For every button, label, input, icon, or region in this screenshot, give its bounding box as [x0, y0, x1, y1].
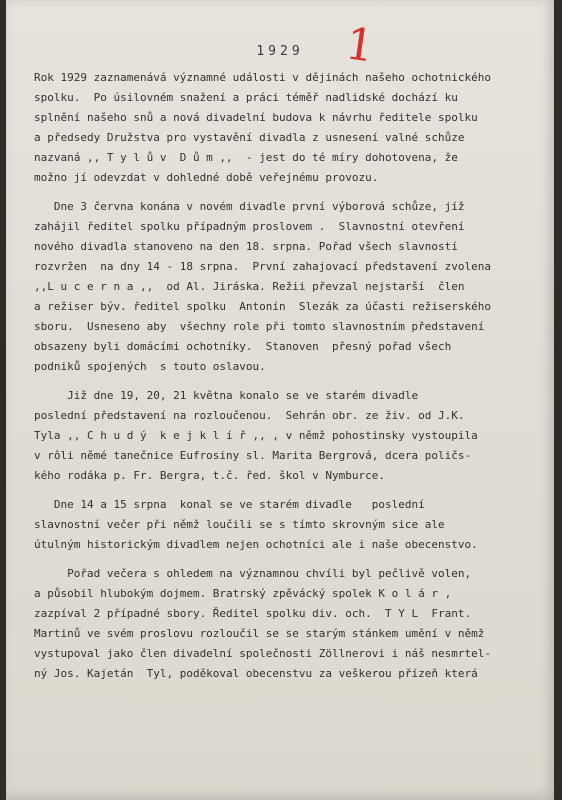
year-heading: 1929: [256, 44, 304, 59]
chronicle-text: [34, 68, 544, 693]
document-page: [6, 0, 554, 800]
paragraph: Rok 1929 zaznamenává významné události v dějinách našeho ochotnického spolku. Po úsilovném snažení a práci téměř nadlidské dochází ku splnění našeho snů a nová divadelní budova k návrhu ředitele spolku a předsedy Družstva pro vystavění divadla z usnesení valné schůze nazvaná ,, T y l ů v D ů m ,, - jest do té míry dohotovena, že možno jí odevzdat v dohledné době veřejnému provozu.: [34, 71, 491, 184]
paragraph: Dne 14 a 15 srpna konal se ve starém divadle poslední slavnostní večer při němž loučili se s tímto skrovným sice ale útulným historickým divadlem nejen ochotníci ale i naše obecenstvo.: [34, 498, 478, 551]
paragraph: Pořad večera s ohledem na významnou chvíli byl pečlivě volen, a působil hlubokým dojmem. Bratrský zpěvácký spolek K o l á r , zazpíval 2 případné sbory. Ředitel spolku div. och. T Y L Frant. Martinů ve svém proslovu rozloučil se se starým stánkem umění v němž vystupoval jako člen divadelní společnosti Zöllnerovi i náš nesmrtel- ný Jos. Kajetán Tyl, poděkoval obecenstvu za veškerou přízeň která: [34, 567, 491, 680]
paragraph: Dne 3 června konána v novém divadle první výborová schůze, jíž zahájil ředitel spolku případným proslovem . Slavnostní otevření nového divadla stanoveno na den 18. srpna. Pořad všech slavností rozvržen na dny 14 - 18 srpna. První zahajovací představení zvolena ,,L u c e r n a ,, od Al. Jiráska. Režii převzal nejstarší člen a režiser býv. ředitel spolku Antonín Slezák za účasti režiserského sboru. Usneseno aby všechny role při tomto slavnostním představení obsazeny byli domácími ochotníky. Stanoven přesný pořad všech podniků spojených s touto oslavou.: [34, 200, 491, 373]
paragraph: Již dne 19, 20, 21 května konalo se ve starém divadle poslední představení na rozloučenou. Sehrán obr. ze živ. od J.K. Tyla ,, C h u d ý k e j k l í ř ,, , v němž pohostinsky vystoupila v rôli němé tanečnice Eufrosiny sl. Marita Bergrová, dcera poličs- kého rodáka p. Fr. Bergra, t.č. řed. škol v Nymburce.: [34, 389, 478, 482]
handwritten-page-number: 1: [342, 18, 378, 73]
